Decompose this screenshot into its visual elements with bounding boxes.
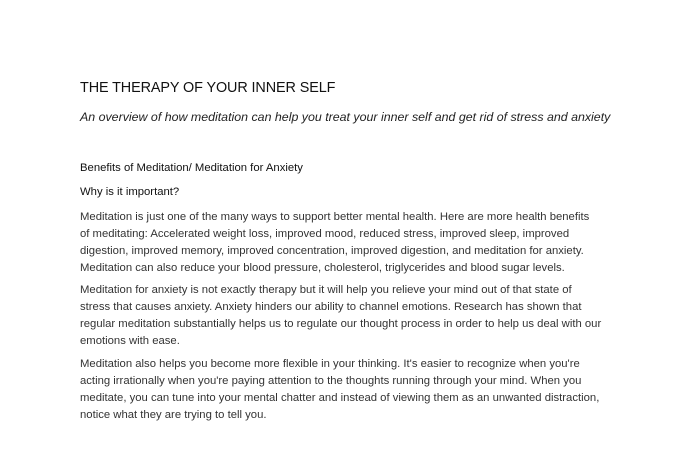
paragraph-line: meditate, you can tune into your mental chatter and instead of viewing them as an unwanted distraction, <box>80 392 600 404</box>
paragraph-line: acting irrationally when you're paying attention to the thoughts running through your mind. When you <box>80 375 582 387</box>
paragraph-line: stress that causes anxiety. Anxiety hinders our ability to channel emotions. Research has shown that <box>80 301 582 313</box>
paragraph-line: Meditation also helps you become more flexible in your thinking. It's easier to recognize when you're <box>80 358 580 370</box>
paragraph-line: Meditation for anxiety is not exactly therapy but it will help you relieve your mind out of that state of <box>80 284 572 296</box>
section-heading: Benefits of Meditation/ Meditation for Anxiety <box>80 162 303 174</box>
document-subtitle: An overview of how meditation can help you treat your inner self and get rid of stress and anxiety <box>80 110 611 124</box>
paragraph-anxiety <box>80 282 620 350</box>
subheading: Why is it important? <box>80 186 180 198</box>
paragraph-line: notice what they are trying to tell you. <box>80 409 267 421</box>
paragraph-line: digestion, improved memory, improved concentration, improved digestion, and meditation for anxiety. <box>80 245 584 257</box>
paragraph-line: emotions with ease. <box>80 335 180 347</box>
paragraph-line: regular meditation substantially helps us to regulate our thought process in order to help us deal with our <box>80 318 602 330</box>
paragraph-line: of meditating: Accelerated weight loss, improved mood, reduced stress, improved sleep, improved <box>80 228 570 240</box>
paragraph-benefits <box>80 209 620 277</box>
paragraph-line: Meditation is just one of the many ways to support better mental health. Here are more health benefits <box>80 211 590 223</box>
paragraph-flexibility <box>80 356 620 424</box>
document-title: THE THERAPY OF YOUR INNER SELF <box>80 80 336 96</box>
paragraph-line: Meditation can also reduce your blood pressure, cholesterol, triglycerides and blood sugar levels. <box>80 262 565 274</box>
